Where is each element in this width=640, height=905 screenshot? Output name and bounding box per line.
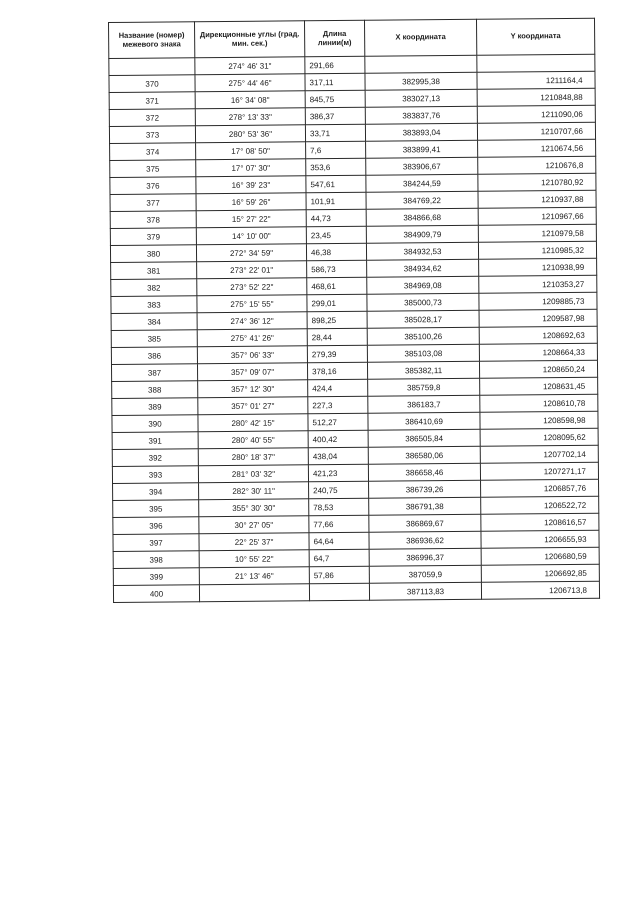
y-coordinate-cell: 1210967,66 xyxy=(478,207,596,225)
point-name-cell: 371 xyxy=(109,92,195,110)
direction-angle-cell: 280° 18' 37" xyxy=(198,448,308,466)
direction-angle-cell: 17° 08' 50" xyxy=(196,142,306,160)
line-length-cell: 77,66 xyxy=(309,515,369,533)
x-coordinate-cell: 387059,9 xyxy=(369,565,481,583)
y-coordinate-cell: 1210676,8 xyxy=(478,156,596,174)
x-coordinate-cell: 386791,38 xyxy=(369,497,481,515)
line-length-cell: 438,04 xyxy=(308,447,368,465)
direction-angle-cell: 281° 03' 32" xyxy=(198,465,308,483)
y-coordinate-cell: 1206857,76 xyxy=(481,479,599,497)
direction-angle-cell: 357° 09' 07" xyxy=(197,363,307,381)
y-coordinate-cell: 1210979,58 xyxy=(478,224,596,242)
direction-angle-cell: 280° 53' 36" xyxy=(195,125,305,143)
direction-angle-cell: 280° 42' 15" xyxy=(198,414,308,432)
point-name-cell: 382 xyxy=(111,279,197,297)
point-name-cell: 390 xyxy=(112,415,198,433)
table-body xyxy=(109,54,600,602)
line-length-cell: 227,3 xyxy=(308,396,368,414)
header-point-name: Название (номер) межевого знака xyxy=(109,22,195,59)
direction-angle-cell: 15° 27' 22" xyxy=(196,210,306,228)
point-name-cell: 389 xyxy=(112,398,198,416)
point-name-cell: 393 xyxy=(112,466,198,484)
direction-angle-cell: 275° 41' 26" xyxy=(197,329,307,347)
direction-angle-cell: 274° 36' 12" xyxy=(197,312,307,330)
point-name-cell: 386 xyxy=(111,347,197,365)
y-coordinate-cell: 1211090,06 xyxy=(477,105,595,123)
x-coordinate-cell: 387113,83 xyxy=(369,582,481,600)
direction-angle-cell: 280° 40' 55" xyxy=(198,431,308,449)
boundary-coordinates-table xyxy=(108,18,600,603)
line-length-cell: 386,37 xyxy=(305,107,365,125)
direction-angle-cell: 16° 59' 26" xyxy=(196,193,306,211)
line-length-cell: 898,25 xyxy=(307,311,367,329)
table-row xyxy=(113,581,599,602)
line-length-cell: 64,64 xyxy=(309,532,369,550)
direction-angle-cell: 273° 52' 22" xyxy=(197,278,307,296)
x-coordinate-cell: 385759,8 xyxy=(368,378,480,396)
y-coordinate-cell: 1210937,88 xyxy=(478,190,596,208)
point-name-cell: 396 xyxy=(113,517,199,535)
y-coordinate-cell: 1208616,57 xyxy=(481,513,599,531)
x-coordinate-cell: 386996,37 xyxy=(369,548,481,566)
boundary-points-document xyxy=(108,18,600,603)
point-name-cell: 398 xyxy=(113,551,199,569)
y-coordinate-cell: 1206680,59 xyxy=(481,547,599,565)
line-length-cell xyxy=(309,583,369,601)
y-coordinate-cell: 1210707,66 xyxy=(477,122,595,140)
point-name-cell: 373 xyxy=(109,126,195,144)
y-coordinate-cell: 1210985,32 xyxy=(478,241,596,259)
y-coordinate-cell: 1210353,27 xyxy=(479,275,597,293)
direction-angle-cell: 10° 55' 22" xyxy=(199,550,309,568)
point-name-cell: 399 xyxy=(113,568,199,586)
point-name-cell: 391 xyxy=(112,432,198,450)
y-coordinate-cell: 1206713,8 xyxy=(481,581,599,599)
y-coordinate-cell: 1208650,24 xyxy=(479,360,597,378)
y-coordinate-cell: 1210938,99 xyxy=(479,258,597,276)
line-length-cell: 33,71 xyxy=(305,124,365,142)
point-name-cell: 376 xyxy=(110,177,196,195)
y-coordinate-cell: 1207271,17 xyxy=(480,462,598,480)
point-name-cell: 378 xyxy=(110,211,196,229)
y-coordinate-cell: 1211164,4 xyxy=(477,71,595,89)
x-coordinate-cell: 383027,13 xyxy=(365,89,477,107)
y-coordinate-cell: 1206655,93 xyxy=(481,530,599,548)
point-name-cell: 370 xyxy=(109,75,195,93)
y-coordinate-cell: 1208631,45 xyxy=(480,377,598,395)
x-coordinate-cell: 386936,62 xyxy=(369,531,481,549)
line-length-cell: 378,16 xyxy=(307,362,367,380)
point-name-cell: 387 xyxy=(111,364,197,382)
point-name-cell: 377 xyxy=(110,194,196,212)
line-length-cell: 28,44 xyxy=(307,328,367,346)
point-name-cell: 388 xyxy=(112,381,198,399)
header-direction-angle: Дирекционные углы (град. мин. сек.) xyxy=(195,21,305,58)
line-length-cell: 845,75 xyxy=(305,90,365,108)
direction-angle-cell: 14° 10' 00" xyxy=(196,227,306,245)
direction-angle-cell: 355° 30' 30" xyxy=(199,499,309,517)
x-coordinate-cell: 386183,7 xyxy=(368,395,480,413)
line-length-cell: 7,6 xyxy=(306,141,366,159)
y-coordinate-cell: 1207702,14 xyxy=(480,445,598,463)
x-coordinate-cell: 383906,67 xyxy=(366,157,478,175)
direction-angle-cell: 17° 07' 30" xyxy=(196,159,306,177)
x-coordinate-cell: 384934,62 xyxy=(367,259,479,277)
point-name-cell: 385 xyxy=(111,330,197,348)
x-coordinate-cell: 386505,84 xyxy=(368,429,480,447)
line-length-cell: 424,4 xyxy=(308,379,368,397)
direction-angle-cell: 357° 01' 27" xyxy=(198,397,308,415)
line-length-cell: 64,7 xyxy=(309,549,369,567)
x-coordinate-cell: 386739,26 xyxy=(369,480,481,498)
x-coordinate-cell: 386580,06 xyxy=(368,446,480,464)
header-x-coordinate: X координата xyxy=(364,19,476,56)
direction-angle-cell: 357° 12' 30" xyxy=(198,380,308,398)
line-length-cell: 78,53 xyxy=(309,498,369,516)
direction-angle-cell: 275° 15' 55" xyxy=(197,295,307,313)
line-length-cell: 23,45 xyxy=(306,226,366,244)
y-coordinate-cell: 1209587,98 xyxy=(479,309,597,327)
point-name-cell: 395 xyxy=(113,500,199,518)
point-name-cell: 372 xyxy=(109,109,195,127)
line-length-cell: 101,91 xyxy=(306,192,366,210)
x-coordinate-cell: 382995,38 xyxy=(365,72,477,90)
line-length-cell: 44,73 xyxy=(306,209,366,227)
point-name-cell: 375 xyxy=(110,160,196,178)
line-length-cell: 299,01 xyxy=(307,294,367,312)
header-y-coordinate: Y координата xyxy=(476,18,594,55)
direction-angle-cell: 22° 25' 37" xyxy=(199,533,309,551)
y-coordinate-cell xyxy=(477,54,595,72)
x-coordinate-cell: 385100,26 xyxy=(367,327,479,345)
point-name-cell: 379 xyxy=(110,228,196,246)
x-coordinate-cell: 383899,41 xyxy=(366,140,478,158)
table-header-row xyxy=(109,18,595,58)
header-line-length: Длина линии(м) xyxy=(304,20,364,57)
y-coordinate-cell: 1210848,88 xyxy=(477,88,595,106)
direction-angle-cell: 274° 46' 31" xyxy=(195,57,305,75)
line-length-cell: 468,61 xyxy=(307,277,367,295)
x-coordinate-cell: 386410,69 xyxy=(368,412,480,430)
direction-angle-cell: 272° 34' 59" xyxy=(196,244,306,262)
x-coordinate-cell: 383893,04 xyxy=(365,123,477,141)
x-coordinate-cell: 385103,08 xyxy=(367,344,479,362)
line-length-cell: 46,38 xyxy=(306,243,366,261)
direction-angle-cell: 275° 44' 46" xyxy=(195,74,305,92)
y-coordinate-cell: 1206692,85 xyxy=(481,564,599,582)
x-coordinate-cell: 384932,53 xyxy=(366,242,478,260)
y-coordinate-cell: 1208610,78 xyxy=(480,394,598,412)
line-length-cell: 279,39 xyxy=(307,345,367,363)
point-name-cell: 383 xyxy=(111,296,197,314)
y-coordinate-cell: 1210674,56 xyxy=(478,139,596,157)
point-name-cell: 392 xyxy=(112,449,198,467)
y-coordinate-cell: 1208598,98 xyxy=(480,411,598,429)
point-name-cell: 384 xyxy=(111,313,197,331)
point-name-cell xyxy=(109,58,195,76)
line-length-cell: 547,61 xyxy=(306,175,366,193)
x-coordinate-cell: 385028,17 xyxy=(367,310,479,328)
point-name-cell: 394 xyxy=(113,483,199,501)
x-coordinate-cell: 384969,08 xyxy=(367,276,479,294)
y-coordinate-cell: 1206522,72 xyxy=(481,496,599,514)
direction-angle-cell: 16° 34' 08" xyxy=(195,91,305,109)
direction-angle-cell: 16° 39' 23" xyxy=(196,176,306,194)
line-length-cell: 317,11 xyxy=(305,73,365,91)
point-name-cell: 381 xyxy=(111,262,197,280)
direction-angle-cell: 357° 06' 33" xyxy=(197,346,307,364)
y-coordinate-cell: 1210780,92 xyxy=(478,173,596,191)
x-coordinate-cell: 385382,11 xyxy=(367,361,479,379)
line-length-cell: 586,73 xyxy=(307,260,367,278)
x-coordinate-cell: 384244,59 xyxy=(366,174,478,192)
x-coordinate-cell: 383837,76 xyxy=(365,106,477,124)
direction-angle-cell: 30° 27' 05" xyxy=(199,516,309,534)
line-length-cell: 291,66 xyxy=(305,56,365,74)
point-name-cell: 380 xyxy=(110,245,196,263)
x-coordinate-cell: 386658,46 xyxy=(368,463,480,481)
line-length-cell: 240,75 xyxy=(309,481,369,499)
x-coordinate-cell: 384769,22 xyxy=(366,191,478,209)
y-coordinate-cell: 1208692,63 xyxy=(479,326,597,344)
direction-angle-cell: 282° 30' 11" xyxy=(199,482,309,500)
x-coordinate-cell: 385000,73 xyxy=(367,293,479,311)
x-coordinate-cell: 384909,79 xyxy=(366,225,478,243)
line-length-cell: 512,27 xyxy=(308,413,368,431)
x-coordinate-cell: 386869,67 xyxy=(369,514,481,532)
direction-angle-cell: 278° 13' 33" xyxy=(195,108,305,126)
line-length-cell: 421,23 xyxy=(308,464,368,482)
y-coordinate-cell: 1208095,62 xyxy=(480,428,598,446)
y-coordinate-cell: 1209885,73 xyxy=(479,292,597,310)
point-name-cell: 374 xyxy=(110,143,196,161)
direction-angle-cell xyxy=(199,584,309,602)
x-coordinate-cell xyxy=(365,55,477,73)
point-name-cell: 400 xyxy=(113,585,199,603)
line-length-cell: 353,6 xyxy=(306,158,366,176)
point-name-cell: 397 xyxy=(113,534,199,552)
y-coordinate-cell: 1208664,33 xyxy=(479,343,597,361)
line-length-cell: 400,42 xyxy=(308,430,368,448)
x-coordinate-cell: 384866,68 xyxy=(366,208,478,226)
direction-angle-cell: 273° 22' 01" xyxy=(197,261,307,279)
line-length-cell: 57,86 xyxy=(309,566,369,584)
direction-angle-cell: 21° 13' 46" xyxy=(199,567,309,585)
